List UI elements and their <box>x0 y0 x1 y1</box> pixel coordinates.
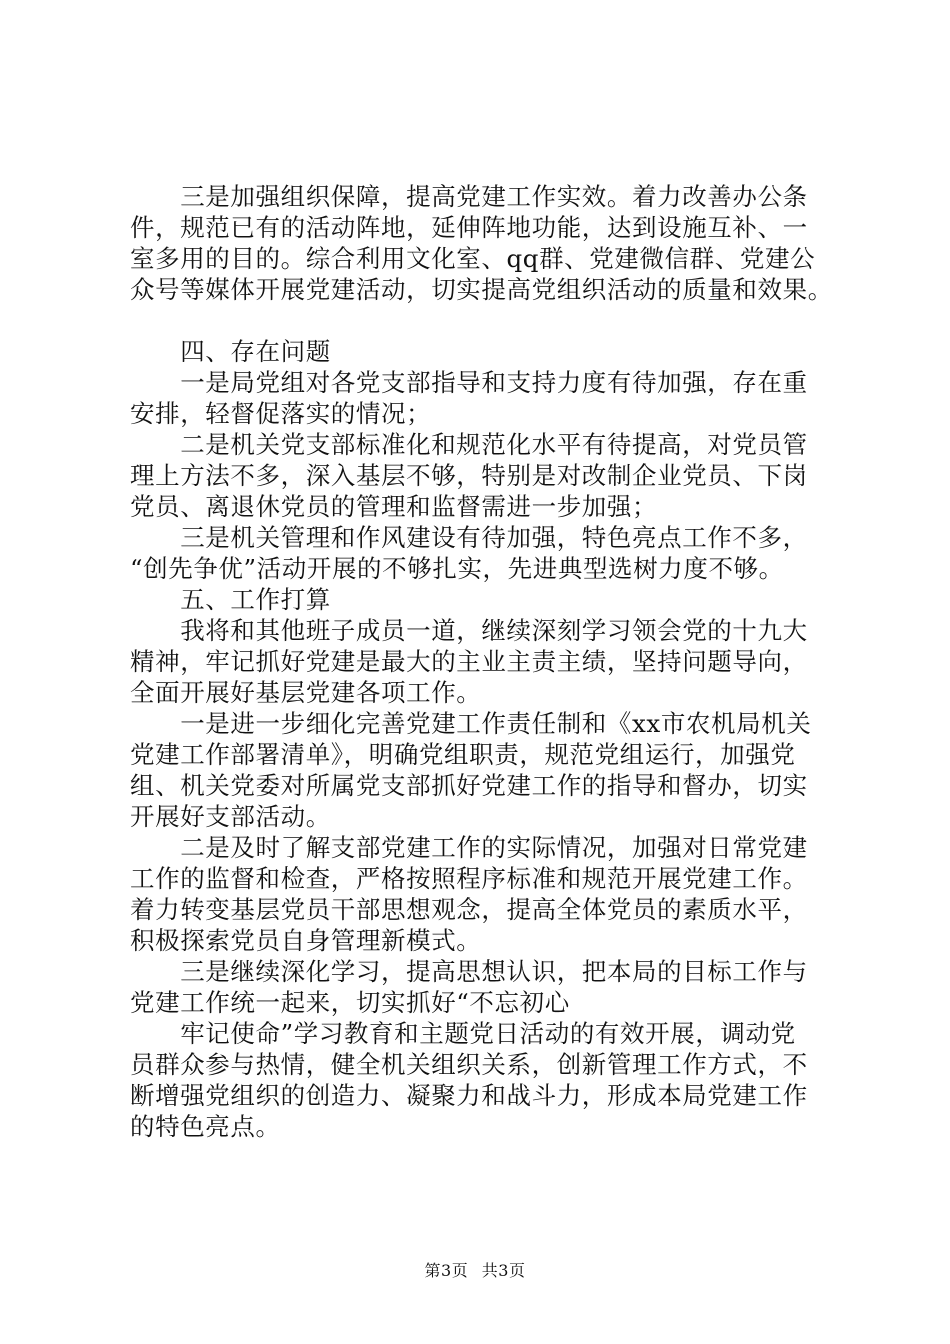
text-line: 理上方法不多，深入基层不够，特别是对改制企业党员、下岗 <box>130 461 808 490</box>
text-line: 室多用的目的。综合利用文化室、qq群、党建微信群、党建公 <box>130 244 816 273</box>
text-line: 三是继续深化学习，提高思想认识，把本局的目标工作与 <box>130 957 808 986</box>
text-line: 积极探索党员自身管理新模式。 <box>130 926 482 955</box>
text-line: 的特色亮点。 <box>130 1112 281 1141</box>
text-line: 员群众参与热情，健全机关组织关系，创新管理工作方式，不 <box>130 1050 808 1079</box>
text-line: 三是机关管理和作风建设有待加强，特色亮点工作不多， <box>130 523 808 552</box>
text-line: 安排，轻督促落实的情况； <box>130 399 432 428</box>
text-line: 工作的监督和检查，严格按照程序标准和规范开展党建工作。 <box>130 864 808 893</box>
text-line: 全面开展好基层党建各项工作。 <box>130 678 482 707</box>
text-line: 党建工作统一起来，切实抓好“不忘初心 <box>130 988 570 1017</box>
text-line: 众号等媒体开展党建活动，切实提高党组织活动的质量和效果。 <box>130 275 833 304</box>
text-line: 开展好支部活动。 <box>130 802 331 831</box>
text-line: 党建工作部署清单》，明确党组职责，规范党组运行，加强党 <box>130 740 796 769</box>
section-heading: 五、工作打算 <box>130 585 331 614</box>
text-line: 二是及时了解支部党建工作的实际情况，加强对日常党建 <box>130 833 808 862</box>
page-number: 第3页 <box>424 1261 469 1280</box>
text-line: 精神，牢记抓好党建是最大的主业主责主绩，坚持问题导向， <box>130 647 808 676</box>
text-line: 着力转变基层党员干部思想观念，提高全体党员的素质水平， <box>130 895 808 924</box>
page-total: 共3页 <box>481 1261 526 1280</box>
text-line: 一是进一步细化完善党建工作责任制和《xx市农机局机关 <box>130 709 812 738</box>
text-line: 件，规范已有的活动阵地，延伸阵地功能，达到设施互补、一 <box>130 213 808 242</box>
text-line: “创先争优”活动开展的不够扎实，先进典型选树力度不够。 <box>130 554 784 583</box>
text-line: 一是局党组对各党支部指导和支持力度有待加强，存在重 <box>130 368 808 397</box>
text-line: 党员、离退休党员的管理和监督需进一步加强； <box>130 492 658 521</box>
text-line: 三是加强组织保障，提高党建工作实效。着力改善办公条 <box>130 182 808 211</box>
text-line: 断增强党组织的创造力、凝聚力和战斗力，形成本局党建工作 <box>130 1081 808 1110</box>
text-line: 我将和其他班子成员一道，继续深刻学习领会党的十九大 <box>130 616 808 645</box>
text-line: 牢记使命”学习教育和主题党日活动的有效开展，调动党 <box>130 1019 796 1048</box>
page-footer <box>0 1258 950 1281</box>
text-line: 二是机关党支部标准化和规范化水平有待提高，对党员管 <box>130 430 808 459</box>
text-line: 组、机关党委对所属党支部抓好党建工作的指导和督办，切实 <box>130 771 808 800</box>
section-heading: 四、存在问题 <box>130 337 331 366</box>
